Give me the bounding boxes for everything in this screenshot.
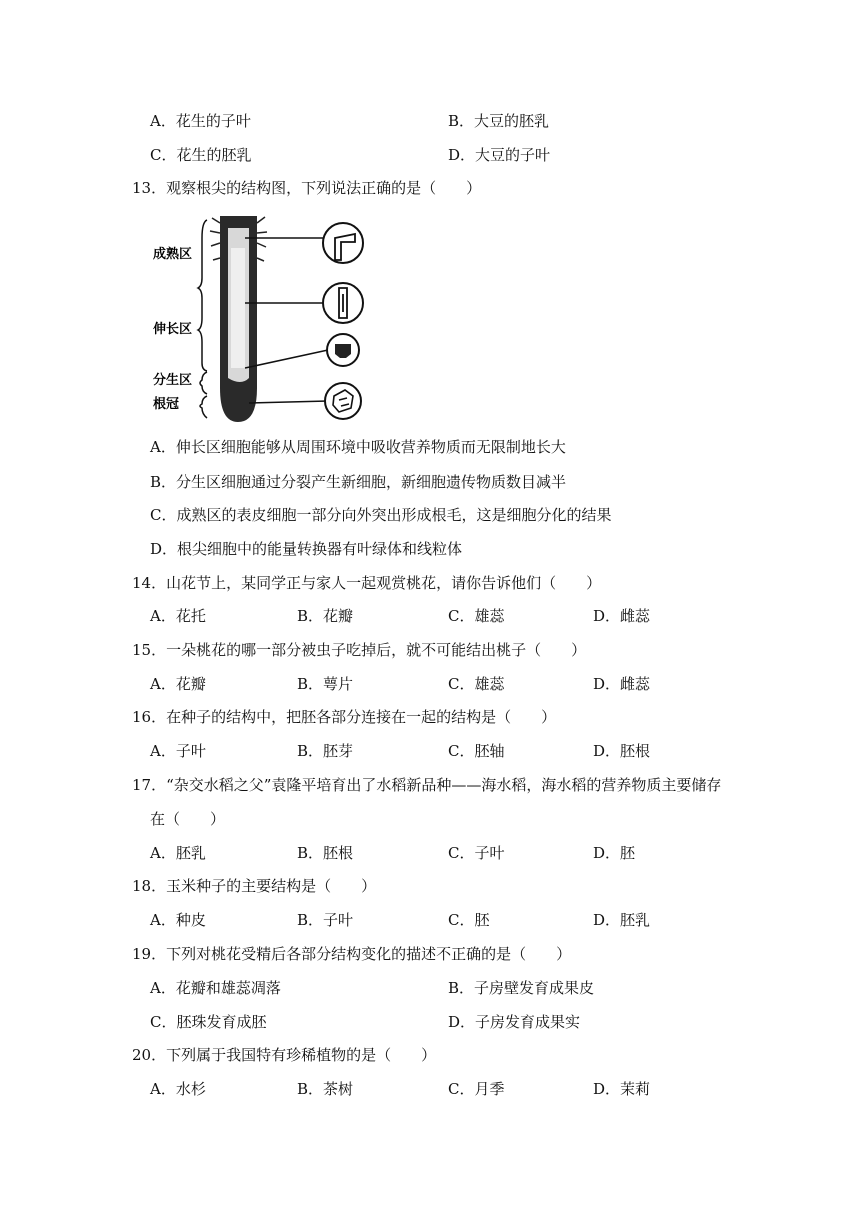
q16-option-d: D．胚根 (593, 742, 651, 760)
q18-option-a: A．种皮 (150, 911, 206, 929)
q16-option-a: A．子叶 (150, 742, 206, 760)
q15-option-a: A．花瓣 (150, 675, 206, 693)
q17-stem: 17．“杂交水稻之父”袁隆平培育出了水稻新品种——海水稻，海水稻的营养物质主要储存 (132, 776, 722, 794)
q18-option-c: C．胚 (448, 911, 490, 929)
q16-option-c: C．胚轴 (448, 742, 505, 760)
q17-option-d: D．胚 (593, 844, 636, 862)
q18-stem: 18．玉米种子的主要结构是（ ） (132, 877, 377, 895)
q17-stem-cont: 在（ ） (150, 810, 226, 828)
q15-option-b: B．萼片 (297, 675, 354, 693)
q15-option-d: D．雌蕊 (593, 675, 651, 693)
q15-stem: 15．一朵桃花的哪一部分被虫子吃掉后，就不可能结出桃子（ ） (132, 641, 587, 659)
q13-stem: 13．观察根尖的结构图，下列说法正确的是（ ） (132, 179, 482, 197)
q17-option-c: C．子叶 (448, 844, 505, 862)
q17-option-b: B．胚根 (297, 844, 354, 862)
q19-option-b: B．子房壁发育成果皮 (448, 979, 595, 997)
q18-option-b: B．子叶 (297, 911, 354, 929)
q20-stem: 20．下列属于我国特有珍稀植物的是（ ） (132, 1046, 437, 1064)
q13-option-c: C．成熟区的表皮细胞一部分向外突出形成根毛，这是细胞分化的结果 (150, 506, 612, 524)
q13-option-a: A．伸长区细胞能够从周围环境中吸收营养物质而无限制地长大 (150, 438, 566, 456)
q12-option-a: A．花生的子叶 (150, 112, 251, 130)
q12-option-b: B．大豆的胚乳 (448, 112, 550, 130)
label-elongation-zone: 伸长区 (153, 322, 193, 337)
q19-stem: 19．下列对桃花受精后各部分结构变化的描述不正确的是（ ） (132, 945, 572, 963)
q14-option-d: D．雌蕊 (593, 607, 651, 625)
q16-stem: 16．在种子的结构中，把胚各部分连接在一起的结构是（ ） (132, 708, 557, 726)
q13-option-d: D．根尖细胞中的能量转换器有叶绿体和线粒体 (150, 540, 463, 558)
q17-option-a: A．胚乳 (150, 844, 206, 862)
q14-option-a: A．花托 (150, 607, 206, 625)
q19-option-c: C．胚珠发育成胚 (150, 1013, 267, 1031)
q14-stem: 14．山花节上，某同学正与家人一起观赏桃花，请你告诉他们（ ） (132, 574, 602, 592)
q13-option-b: B．分生区细胞通过分裂产生新细胞，新细胞遗传物质数目减半 (150, 473, 567, 491)
q15-option-c: C．雄蕊 (448, 675, 505, 693)
root-tip-figure (145, 208, 375, 428)
q16-option-b: B．胚芽 (297, 742, 354, 760)
q20-option-d: D．茉莉 (593, 1080, 651, 1098)
q20-option-c: C．月季 (448, 1080, 505, 1098)
q12-option-c: C．花生的胚乳 (150, 146, 252, 164)
q20-option-b: B．茶树 (297, 1080, 354, 1098)
q20-option-a: A．水杉 (150, 1080, 206, 1098)
q14-option-b: B．花瓣 (297, 607, 354, 625)
label-meristem-zone: 分生区 (153, 373, 193, 388)
q14-option-c: C．雄蕊 (448, 607, 505, 625)
q19-option-d: D．子房发育成果实 (448, 1013, 581, 1031)
q12-option-d: D．大豆的子叶 (448, 146, 551, 164)
label-root-cap: 根冠 (153, 397, 180, 412)
label-maturation-zone: 成熟区 (153, 247, 193, 262)
q19-option-a: A．花瓣和雄蕊凋落 (150, 979, 281, 997)
q18-option-d: D．胚乳 (593, 911, 651, 929)
